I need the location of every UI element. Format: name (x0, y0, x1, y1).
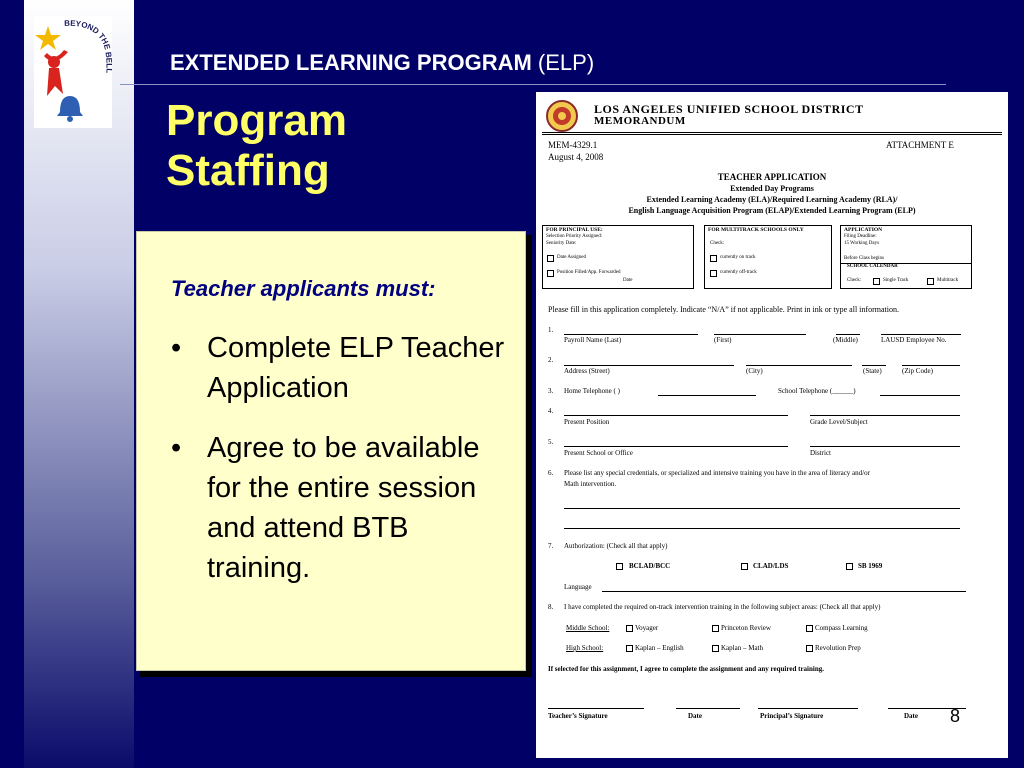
box-line: Check: (710, 241, 725, 246)
field-label: (State) (863, 367, 882, 375)
star-icon (35, 26, 61, 50)
option-label: Revolution Prep (815, 644, 861, 652)
principal-use-box (542, 225, 694, 289)
bullet-dot-icon: • (171, 432, 182, 464)
bullet-text: Complete ELP Teacher Application (207, 332, 505, 404)
form-title: TEACHER APPLICATION (717, 172, 827, 182)
field-label: School Telephone (______) (778, 387, 856, 395)
question-number: 1. (548, 326, 554, 334)
content-card (136, 231, 526, 671)
question-text: Authorization: (Check all that apply) (564, 542, 668, 550)
question-number: 2. (548, 356, 554, 364)
option-label: SB 1969 (858, 562, 883, 570)
box-line: Selection Priority Assigned: (546, 234, 603, 239)
checkbox-icon (626, 625, 633, 632)
bullet-dot-icon: • (171, 332, 182, 364)
box-line: Filing Deadline: (844, 234, 877, 239)
checkbox-icon (846, 563, 853, 570)
signature-label: Teacher’s Signature (548, 712, 608, 720)
multitrack-box (704, 225, 832, 289)
box-title: FOR PRINCIPAL USE: (546, 227, 603, 233)
checkbox-icon (927, 278, 934, 285)
signature-label: Date (688, 712, 702, 720)
box-title: FOR MULTITRACK SCHOOLS ONLY (708, 227, 804, 233)
option-label: CLAD/LDS (753, 562, 789, 570)
checkbox-icon (547, 270, 554, 277)
option-label: Princeton Review (721, 624, 771, 632)
field-label: Grade Level/Subject (810, 418, 868, 426)
question-number: 4. (548, 407, 554, 415)
box-title: APPLICATION (844, 227, 883, 233)
field-label: (Zip Code) (902, 367, 933, 375)
checkbox-icon (616, 563, 623, 570)
field-label: Home Telephone ( ) (564, 387, 620, 395)
box-line: 15 Working Days (844, 241, 880, 246)
field-label: Payroll Name (Last) (564, 336, 622, 344)
lausd-seal-icon (546, 100, 578, 132)
option-label: Kaplan – Math (721, 644, 763, 652)
checkbox-icon (547, 255, 554, 262)
bullet-item (171, 428, 511, 588)
card-heading: Teacher applicants must: (171, 276, 436, 301)
question-number: 3. (548, 387, 554, 395)
box-line: SCHOOL CALENDAR (847, 264, 898, 269)
checkbox-icon (710, 255, 717, 262)
field-label: LAUSD Employee No. (881, 336, 947, 344)
checkbox-icon (626, 645, 633, 652)
box-line: Check: (847, 278, 862, 283)
box-line: Date Assigned (557, 255, 587, 260)
header-divider (120, 84, 946, 85)
signature-label: Principal’s Signature (760, 712, 824, 720)
question-number: 8. (548, 603, 554, 611)
box-line: Date (623, 278, 633, 283)
header-title (170, 50, 594, 76)
box-line: Multitrack (937, 278, 959, 283)
field-label: Address (Street) (564, 367, 610, 375)
memo-date: August 4, 2008 (548, 152, 604, 162)
option-label: Kaplan – English (635, 644, 684, 652)
signature-label: Date (904, 712, 918, 720)
memo-document-image (536, 92, 1008, 758)
header-title-main: EXTENDED LEARNING PROGRAM (170, 50, 532, 75)
svg-text:BEYOND THE BELL (64, 19, 112, 74)
box-line: Seniority Date: (546, 241, 577, 246)
option-label: Compass Learning (815, 624, 868, 632)
box-line: Position Filled/App. Forwarded (557, 270, 621, 275)
memo-district: LOS ANGELES UNIFIED SCHOOL DISTRICT (594, 102, 864, 116)
header-title-paren: (ELP) (537, 50, 595, 75)
question-number: 7. (548, 542, 554, 550)
form-subtitle: Extended Day Programs (730, 184, 814, 193)
question-text: Math intervention. (564, 480, 617, 488)
bullet-text: Agree to be available for the entire session and attend BTB training. (207, 432, 480, 584)
box-line: currently on track (720, 255, 756, 260)
logo-graphic (34, 16, 112, 128)
field-label: Present Position (564, 418, 610, 426)
agreement-text: If selected for this assignment, I agree to complete the assignment and any required training. (548, 665, 824, 673)
bullet-item (171, 328, 511, 408)
checkbox-icon (873, 278, 880, 285)
memo-attachment: ATTACHMENT E (886, 140, 954, 150)
box-line: Single Track (883, 278, 909, 283)
option-label: Voyager (635, 624, 659, 632)
field-label: (First) (714, 336, 732, 344)
page-title: Program Staffing (166, 96, 347, 195)
field-label: District (810, 449, 831, 457)
checkbox-icon (712, 625, 719, 632)
checkbox-icon (806, 625, 813, 632)
memo-memorandum: MEMORANDUM (594, 115, 686, 127)
question-number: 6. (548, 469, 554, 477)
checkbox-icon (710, 270, 717, 277)
option-label: BCLAD/BCC (629, 562, 671, 570)
checkbox-icon (806, 645, 813, 652)
slide-number: 8 (950, 706, 961, 726)
field-label: Middle School: (566, 624, 610, 632)
box-line: Before Class begins (844, 256, 884, 261)
question-number: 5. (548, 438, 554, 446)
field-label: High School: (566, 644, 604, 652)
field-label: (City) (746, 367, 763, 375)
bullet-list (171, 328, 511, 608)
field-label: Present School or Office (564, 449, 633, 457)
memo-ref: MEM-4329.1 (548, 140, 598, 150)
question-text: I have completed the required on-track intervention training in the following subject areas: (Check all that apply) (564, 603, 881, 611)
beyond-the-bell-logo (34, 16, 112, 128)
box-line: currently off-track (720, 270, 757, 275)
checkbox-icon (712, 645, 719, 652)
field-label: (Middle) (833, 336, 858, 344)
checkbox-icon (741, 563, 748, 570)
logo-arc-text: BEYOND THE (64, 18, 112, 51)
form-line2: Extended Learning Academy (ELA)/Required Learning Academy (RLA)/ (646, 195, 898, 204)
application-box (840, 225, 972, 289)
question-text: Please list any special credentials, or specialized and intensive training you have in the area of literacy and/or (564, 469, 870, 477)
form-line3: English Language Acquisition Program (ELAP)/Extended Learning Program (ELP) (628, 206, 916, 215)
bell-icon (57, 96, 83, 116)
form-instructions: Please fill in this application completely. Indicate “N/A” if not applicable. Print in ink or type all information. (548, 305, 899, 314)
field-label: Language (564, 583, 592, 591)
figure-body-icon (47, 68, 63, 96)
